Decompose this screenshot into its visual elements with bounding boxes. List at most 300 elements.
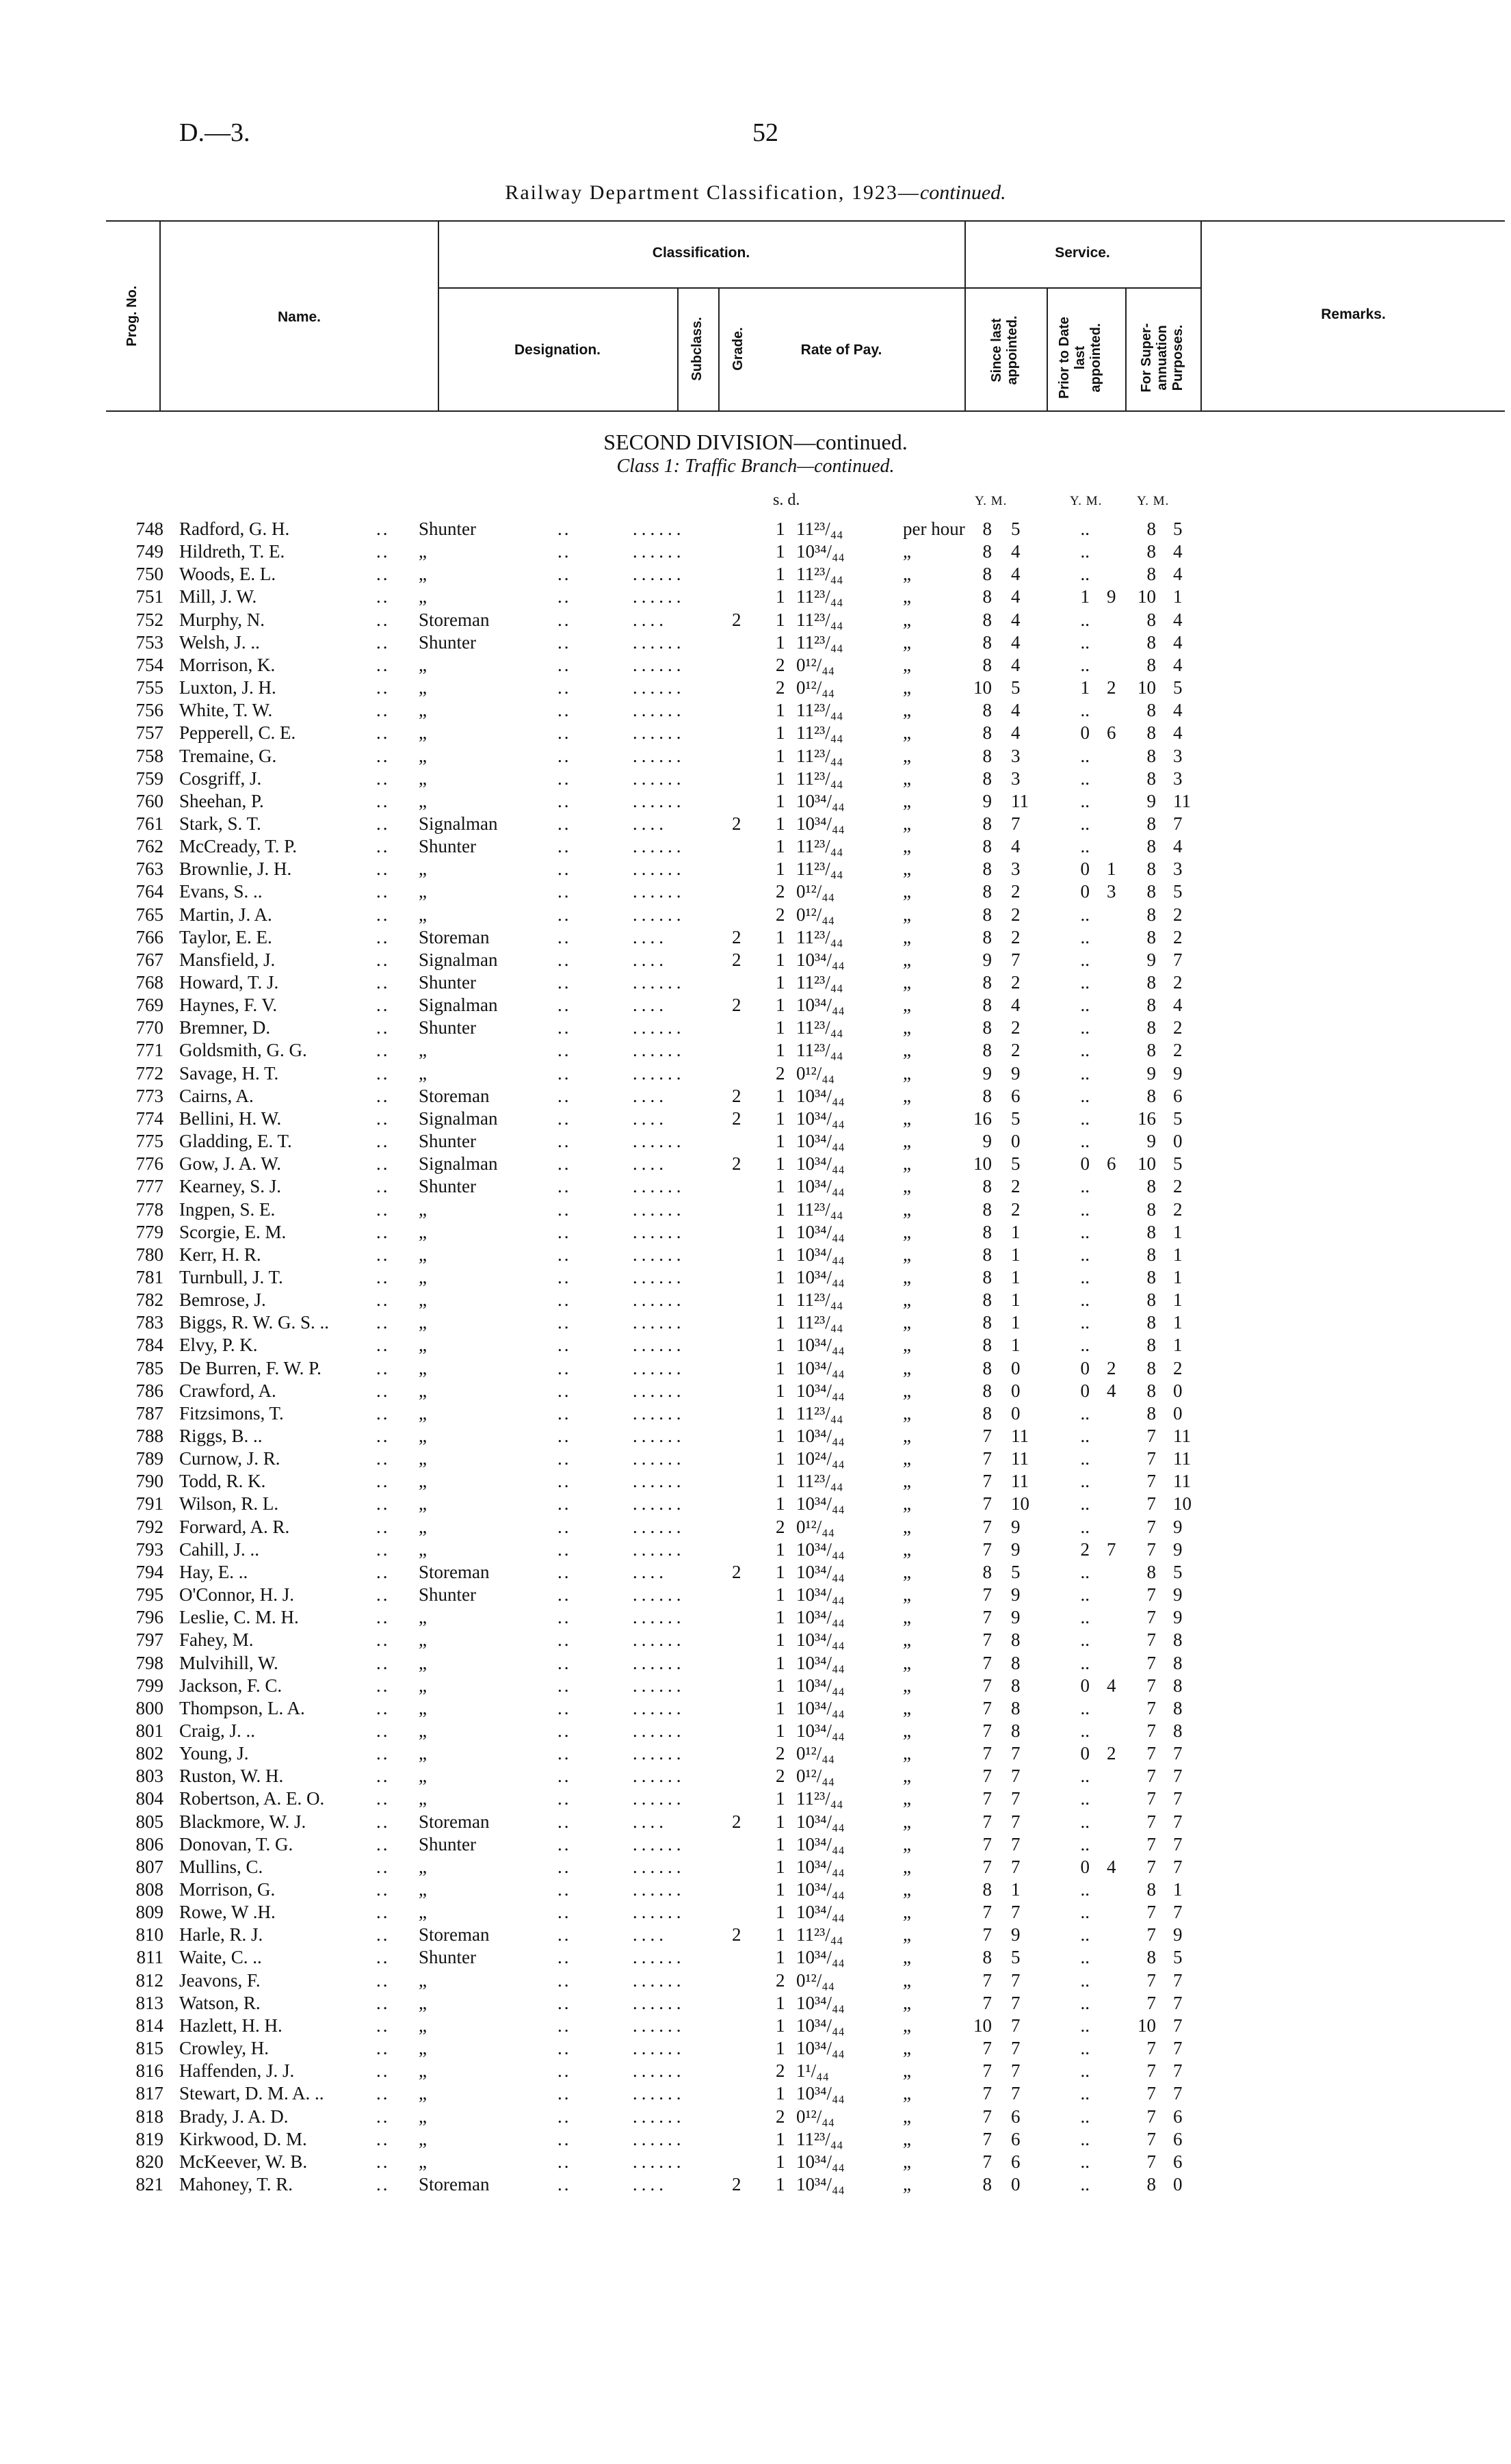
rate-pence: 0¹²/₄₄ bbox=[796, 1062, 835, 1084]
super-years: 8 bbox=[1146, 564, 1156, 585]
leader-dots: ...... bbox=[633, 768, 685, 789]
rate-unit: „ bbox=[903, 836, 911, 857]
subclass: 2 bbox=[732, 609, 741, 630]
leader-dots: .. bbox=[376, 631, 390, 653]
designation: „ bbox=[419, 1969, 427, 1991]
since-months: 11 bbox=[1011, 1426, 1029, 1446]
leader-dots: .. bbox=[557, 1289, 571, 1311]
designation: „ bbox=[419, 1675, 427, 1696]
leader-dots: .... bbox=[633, 995, 668, 1016]
employee-name: Morrison, G. bbox=[179, 1879, 276, 1900]
prog-no: 803 bbox=[135, 1766, 163, 1787]
super-months: 7 bbox=[1173, 2038, 1183, 2059]
rate-shillings: 1 bbox=[776, 995, 785, 1016]
employee-name: Cairns, A. bbox=[179, 1085, 254, 1106]
leader-dots: .. bbox=[376, 677, 390, 698]
designation: „ bbox=[419, 1380, 427, 1401]
prog-no: 755 bbox=[135, 677, 163, 698]
leader-dots: .... bbox=[633, 1108, 668, 1129]
prior-years: .. bbox=[1080, 836, 1090, 857]
prior-years: 0 bbox=[1080, 881, 1090, 902]
leader-dots: .. bbox=[376, 836, 390, 857]
rate-shillings: 1 bbox=[776, 1448, 785, 1469]
leader-dots: .. bbox=[557, 1312, 571, 1333]
since-years: 7 bbox=[982, 1766, 992, 1787]
table-row bbox=[0, 1993, 1511, 2015]
employee-name: Mill, J. W. bbox=[179, 586, 257, 607]
leader-dots: ...... bbox=[633, 881, 685, 902]
leader-dots: .. bbox=[557, 1402, 571, 1424]
since-months: 0 bbox=[1011, 1380, 1021, 1401]
designation: „ bbox=[419, 1335, 427, 1356]
rate-pence: 10³⁴/₄₄ bbox=[796, 1584, 845, 1605]
super-months: 7 bbox=[1173, 2015, 1183, 2036]
super-months: 5 bbox=[1173, 519, 1183, 539]
since-years: 10 bbox=[973, 1153, 992, 1175]
super-years: 7 bbox=[1146, 2083, 1156, 2104]
prior-years: .. bbox=[1080, 745, 1090, 766]
rate-pence: 10³⁴/₄₄ bbox=[796, 541, 845, 562]
since-years: 7 bbox=[982, 2151, 992, 2172]
since-months: 3 bbox=[1011, 745, 1021, 766]
prior-years: .. bbox=[1080, 1493, 1090, 1515]
super-years: 8 bbox=[1146, 1176, 1156, 1197]
prior-years: .. bbox=[1080, 1402, 1090, 1424]
rate-pence: 11²³/₄₄ bbox=[796, 1924, 843, 1945]
super-years: 8 bbox=[1146, 859, 1156, 880]
since-years: 8 bbox=[982, 995, 992, 1016]
table-row bbox=[0, 1017, 1511, 1040]
designation: „ bbox=[419, 1357, 427, 1378]
leader-dots: ...... bbox=[633, 1357, 685, 1378]
rate-pence: 10³⁴/₄₄ bbox=[796, 1992, 845, 2013]
since-years: 8 bbox=[982, 1176, 992, 1197]
rate-shillings: 1 bbox=[776, 722, 785, 744]
leader-dots: .. bbox=[376, 1426, 390, 1446]
super-months: 9 bbox=[1173, 1516, 1183, 1537]
super-months: 8 bbox=[1173, 1697, 1183, 1718]
employee-name: Woods, E. L. bbox=[179, 564, 276, 585]
table-row bbox=[0, 632, 1511, 655]
unit-years-months: Y. M. bbox=[975, 494, 1008, 508]
super-years: 7 bbox=[1146, 1788, 1156, 1809]
table-row bbox=[0, 1040, 1511, 1062]
rate-unit: „ bbox=[903, 1788, 911, 1809]
prog-no: 817 bbox=[135, 2083, 163, 2104]
since-months: 7 bbox=[1011, 1766, 1021, 1787]
leader-dots: .. bbox=[376, 1992, 390, 2013]
since-months: 11 bbox=[1011, 1448, 1029, 1469]
employee-name: Murphy, N. bbox=[179, 609, 265, 630]
header-prog-no: Prog. No. bbox=[124, 285, 140, 347]
prior-years: .. bbox=[1080, 1788, 1090, 1809]
rate-shillings: 1 bbox=[776, 700, 785, 721]
super-years: 8 bbox=[1146, 904, 1156, 925]
super-months: 9 bbox=[1173, 1538, 1183, 1560]
leader-dots: ...... bbox=[633, 1017, 685, 1038]
since-years: 8 bbox=[982, 881, 992, 902]
designation: „ bbox=[419, 654, 427, 675]
leader-dots: .. bbox=[376, 2173, 390, 2194]
prog-no: 815 bbox=[135, 2038, 163, 2059]
employee-name: Mulvihill, W. bbox=[179, 1652, 278, 1673]
rate-pence: 0¹²/₄₄ bbox=[796, 677, 835, 698]
since-years: 7 bbox=[982, 1493, 992, 1515]
leader-dots: .... bbox=[633, 1924, 668, 1945]
rate-shillings: 1 bbox=[776, 1221, 785, 1242]
designation: Storeman bbox=[419, 1924, 490, 1945]
header-mid-rule bbox=[438, 287, 1200, 289]
leader-dots: ...... bbox=[633, 904, 685, 925]
rate-unit: „ bbox=[903, 1924, 911, 1945]
rate-pence: 11²³/₄₄ bbox=[796, 926, 843, 947]
table-row bbox=[0, 1358, 1511, 1380]
leader-dots: ...... bbox=[633, 722, 685, 744]
prog-no: 752 bbox=[135, 609, 163, 630]
since-months: 7 bbox=[1011, 1811, 1021, 1832]
super-months: 6 bbox=[1173, 2151, 1183, 2172]
rate-unit: „ bbox=[903, 2038, 911, 2059]
designation: Shunter bbox=[419, 1947, 476, 1968]
rate-pence: 10³⁴/₄₄ bbox=[796, 1426, 845, 1446]
leader-dots: ...... bbox=[633, 631, 685, 653]
since-months: 4 bbox=[1011, 995, 1021, 1016]
leader-dots: .. bbox=[557, 859, 571, 880]
rate-unit: „ bbox=[903, 1652, 911, 1673]
prog-no: 759 bbox=[135, 768, 163, 789]
employee-name: White, T. W. bbox=[179, 700, 273, 721]
table-row bbox=[0, 1834, 1511, 1857]
header-name: Name. bbox=[277, 309, 321, 325]
rate-shillings: 1 bbox=[776, 1561, 785, 1582]
rate-unit: „ bbox=[903, 995, 911, 1016]
leader-dots: .. bbox=[376, 1720, 390, 1741]
leader-dots: .... bbox=[633, 1561, 668, 1582]
rate-pence: 11²³/₄₄ bbox=[796, 700, 843, 721]
super-years: 8 bbox=[1146, 1561, 1156, 1582]
leader-dots: .. bbox=[376, 1471, 390, 1492]
rate-pence: 10³⁴/₄₄ bbox=[796, 1561, 845, 1582]
table-row bbox=[0, 1653, 1511, 1675]
employee-name: Kerr, H. R. bbox=[179, 1244, 261, 1265]
leader-dots: .. bbox=[557, 1697, 571, 1718]
since-years: 8 bbox=[982, 1312, 992, 1333]
employee-name: Welsh, J. .. bbox=[179, 631, 260, 653]
prog-no: 791 bbox=[135, 1493, 163, 1515]
leader-dots: .. bbox=[376, 1629, 390, 1651]
rate-pence: 11²³/₄₄ bbox=[796, 1402, 843, 1424]
class-title: Class 1: Traffic Branch—continued. bbox=[616, 456, 895, 477]
leader-dots: .. bbox=[376, 768, 390, 789]
rate-pence: 11²³/₄₄ bbox=[796, 564, 843, 585]
prog-no: 765 bbox=[135, 904, 163, 925]
rate-shillings: 1 bbox=[776, 1085, 785, 1106]
rate-pence: 11²³/₄₄ bbox=[796, 745, 843, 766]
leader-dots: ...... bbox=[633, 1743, 685, 1764]
prog-no: 812 bbox=[135, 1969, 163, 1991]
rate-unit: „ bbox=[903, 1879, 911, 1900]
leader-dots: .. bbox=[376, 972, 390, 993]
since-months: 4 bbox=[1011, 586, 1021, 607]
prog-no: 749 bbox=[135, 541, 163, 562]
prog-no: 813 bbox=[135, 1992, 163, 2013]
leader-dots: .. bbox=[376, 1198, 390, 1220]
rate-shillings: 1 bbox=[776, 1357, 785, 1378]
prior-years: .. bbox=[1080, 1448, 1090, 1469]
since-years: 8 bbox=[982, 2173, 992, 2194]
employee-name: Cahill, J. .. bbox=[179, 1538, 260, 1560]
employee-name: Harle, R. J. bbox=[179, 1924, 263, 1945]
designation: „ bbox=[419, 1289, 427, 1311]
leader-dots: .. bbox=[376, 2038, 390, 2059]
rate-unit: „ bbox=[903, 859, 911, 880]
rate-pence: 10³⁴/₄₄ bbox=[796, 1902, 845, 1923]
leader-dots: .... bbox=[633, 1153, 668, 1175]
employee-name: Fitzsimons, T. bbox=[179, 1402, 284, 1424]
leader-dots: ...... bbox=[633, 1131, 685, 1152]
prog-no: 799 bbox=[135, 1675, 163, 1696]
subclass: 2 bbox=[732, 1085, 741, 1106]
leader-dots: ...... bbox=[633, 1312, 685, 1333]
leader-dots: .. bbox=[557, 1040, 571, 1061]
super-years: 8 bbox=[1146, 1040, 1156, 1061]
prior-years: .. bbox=[1080, 1062, 1090, 1084]
super-years: 9 bbox=[1146, 1062, 1156, 1084]
employee-name: Crowley, H. bbox=[179, 2038, 269, 2059]
prog-no: 795 bbox=[135, 1584, 163, 1605]
super-months: 4 bbox=[1173, 609, 1183, 630]
rate-unit: „ bbox=[903, 972, 911, 993]
leader-dots: .. bbox=[376, 2083, 390, 2104]
leader-dots: .. bbox=[557, 564, 571, 585]
rate-shillings: 1 bbox=[776, 813, 785, 834]
rate-pence: 11²³/₄₄ bbox=[796, 1788, 843, 1809]
super-months: 7 bbox=[1173, 1766, 1183, 1787]
leader-dots: ...... bbox=[633, 1652, 685, 1673]
designation: Shunter bbox=[419, 972, 476, 993]
rate-shillings: 1 bbox=[776, 2128, 785, 2149]
rate-pence: 10³⁴/₄₄ bbox=[796, 1879, 845, 1900]
table-row bbox=[0, 2083, 1511, 2106]
rate-unit: „ bbox=[903, 1947, 911, 1968]
rate-shillings: 1 bbox=[776, 1879, 785, 1900]
since-years: 8 bbox=[982, 1380, 992, 1401]
designation: Storeman bbox=[419, 1561, 490, 1582]
prog-no: 779 bbox=[135, 1221, 163, 1242]
employee-name: Haffenden, J. J. bbox=[179, 2060, 295, 2082]
leader-dots: ...... bbox=[633, 1720, 685, 1741]
employee-name: Young, J. bbox=[179, 1743, 249, 1764]
table-row bbox=[0, 677, 1511, 700]
leader-dots: .. bbox=[376, 1516, 390, 1537]
leader-dots: .. bbox=[557, 1856, 571, 1877]
rate-pence: 11²³/₄₄ bbox=[796, 631, 843, 653]
super-months: 8 bbox=[1173, 1675, 1183, 1696]
rate-unit: „ bbox=[903, 1244, 911, 1265]
rate-shillings: 1 bbox=[776, 1153, 785, 1175]
rate-shillings: 1 bbox=[776, 1629, 785, 1651]
leader-dots: .. bbox=[376, 1448, 390, 1469]
leader-dots: .. bbox=[557, 1584, 571, 1605]
super-years: 8 bbox=[1146, 813, 1156, 834]
leader-dots: .. bbox=[557, 1561, 571, 1582]
prog-no: 810 bbox=[135, 1924, 163, 1945]
leader-dots: .. bbox=[376, 1969, 390, 1991]
since-years: 7 bbox=[982, 1720, 992, 1741]
employee-name: Todd, R. K. bbox=[179, 1471, 266, 1492]
prior-months: 4 bbox=[1107, 1380, 1116, 1401]
rate-shillings: 1 bbox=[776, 949, 785, 970]
prior-years: .. bbox=[1080, 2038, 1090, 2059]
super-months: 4 bbox=[1173, 836, 1183, 857]
employee-name: Bremner, D. bbox=[179, 1017, 271, 1038]
since-years: 10 bbox=[973, 677, 992, 698]
rate-unit: „ bbox=[903, 949, 911, 970]
leader-dots: ...... bbox=[633, 1788, 685, 1809]
rate-shillings: 2 bbox=[776, 904, 785, 925]
super-years: 7 bbox=[1146, 1969, 1156, 1991]
designation: „ bbox=[419, 1607, 427, 1628]
prior-years: .. bbox=[1080, 926, 1090, 947]
designation: „ bbox=[419, 1312, 427, 1333]
rate-pence: 0¹²/₄₄ bbox=[796, 2106, 835, 2127]
designation: „ bbox=[419, 1244, 427, 1265]
super-years: 8 bbox=[1146, 1357, 1156, 1378]
employee-name: De Burren, F. W. P. bbox=[179, 1357, 321, 1378]
since-years: 7 bbox=[982, 1924, 992, 1945]
table-row bbox=[0, 1426, 1511, 1448]
since-months: 4 bbox=[1011, 654, 1021, 675]
rate-unit: „ bbox=[903, 1743, 911, 1764]
employee-name: Sheehan, P. bbox=[179, 790, 264, 811]
rate-shillings: 1 bbox=[776, 1607, 785, 1628]
super-months: 7 bbox=[1173, 1902, 1183, 1923]
super-years: 7 bbox=[1146, 2106, 1156, 2127]
since-months: 7 bbox=[1011, 2038, 1021, 2059]
leader-dots: .. bbox=[557, 2060, 571, 2082]
since-months: 0 bbox=[1011, 1131, 1021, 1152]
prior-years: .. bbox=[1080, 1720, 1090, 1741]
rate-unit: „ bbox=[903, 768, 911, 789]
since-months: 5 bbox=[1011, 519, 1021, 539]
leader-dots: .. bbox=[557, 1131, 571, 1152]
super-months: 7 bbox=[1173, 1833, 1183, 1854]
rate-unit: „ bbox=[903, 1471, 911, 1492]
leader-dots: .. bbox=[557, 700, 571, 721]
employee-name: Biggs, R. W. G. S. .. bbox=[179, 1312, 330, 1333]
rate-shillings: 2 bbox=[776, 1062, 785, 1084]
prior-years: .. bbox=[1080, 2151, 1090, 2172]
rate-shillings: 2 bbox=[776, 2060, 785, 2082]
leader-dots: .. bbox=[557, 1448, 571, 1469]
designation: „ bbox=[419, 1471, 427, 1492]
leader-dots: ...... bbox=[633, 1992, 685, 2013]
leader-dots: .. bbox=[557, 2015, 571, 2036]
rate-shillings: 1 bbox=[776, 1652, 785, 1673]
employee-name: Pepperell, C. E. bbox=[179, 722, 296, 744]
leader-dots: ...... bbox=[633, 586, 685, 607]
prior-years: .. bbox=[1080, 2173, 1090, 2194]
leader-dots: .. bbox=[557, 904, 571, 925]
since-years: 8 bbox=[982, 1357, 992, 1378]
rate-unit: „ bbox=[903, 1266, 911, 1287]
super-months: 5 bbox=[1173, 1153, 1183, 1175]
table-row bbox=[0, 1607, 1511, 1629]
leader-dots: .. bbox=[557, 949, 571, 970]
rate-shillings: 1 bbox=[776, 1176, 785, 1197]
super-months: 1 bbox=[1173, 1289, 1183, 1311]
designation: „ bbox=[419, 904, 427, 925]
unit-shillings-pence: s. d. bbox=[773, 491, 800, 509]
rate-unit: „ bbox=[903, 1357, 911, 1378]
employee-name: Ruston, W. H. bbox=[179, 1766, 284, 1787]
prior-years: 0 bbox=[1080, 1675, 1090, 1696]
since-years: 7 bbox=[982, 1584, 992, 1605]
prog-no: 768 bbox=[135, 972, 163, 993]
rate-unit: „ bbox=[903, 1017, 911, 1038]
prior-years: .. bbox=[1080, 1085, 1090, 1106]
since-years: 8 bbox=[982, 1402, 992, 1424]
designation: „ bbox=[419, 1198, 427, 1220]
leader-dots: .. bbox=[557, 2083, 571, 2104]
employee-name: Martin, J. A. bbox=[179, 904, 272, 925]
rate-unit: „ bbox=[903, 813, 911, 834]
prog-no: 808 bbox=[135, 1879, 163, 1900]
super-months: 2 bbox=[1173, 1040, 1183, 1061]
since-months: 8 bbox=[1011, 1675, 1021, 1696]
prog-no: 809 bbox=[135, 1902, 163, 1923]
rate-unit: „ bbox=[903, 1062, 911, 1084]
leader-dots: .. bbox=[376, 1108, 390, 1129]
since-years: 8 bbox=[982, 1221, 992, 1242]
prog-no: 761 bbox=[135, 813, 163, 834]
since-years: 8 bbox=[982, 654, 992, 675]
designation: „ bbox=[419, 722, 427, 744]
designation: Storeman bbox=[419, 609, 490, 630]
super-months: 0 bbox=[1173, 1131, 1183, 1152]
rate-pence: 10³⁴/₄₄ bbox=[796, 1811, 845, 1832]
since-years: 8 bbox=[982, 859, 992, 880]
since-years: 8 bbox=[982, 904, 992, 925]
since-years: 7 bbox=[982, 1902, 992, 1923]
prog-no: 814 bbox=[135, 2015, 163, 2036]
table-row bbox=[0, 564, 1511, 586]
leader-dots: ...... bbox=[633, 1426, 685, 1446]
rate-pence: 11²³/₄₄ bbox=[796, 586, 843, 607]
prior-months: 7 bbox=[1107, 1538, 1116, 1560]
leader-dots: .. bbox=[376, 1743, 390, 1764]
leader-dots: .. bbox=[557, 1607, 571, 1628]
super-years: 7 bbox=[1146, 1493, 1156, 1515]
super-years: 8 bbox=[1146, 768, 1156, 789]
super-years: 10 bbox=[1138, 677, 1156, 698]
leader-dots: .. bbox=[557, 1947, 571, 1968]
rate-pence: 10³⁴/₄₄ bbox=[796, 790, 845, 811]
employee-name: Howard, T. J. bbox=[179, 972, 279, 993]
designation: „ bbox=[419, 1266, 427, 1287]
prog-no: 756 bbox=[135, 700, 163, 721]
header-service: Service. bbox=[1055, 245, 1110, 261]
leader-dots: ...... bbox=[633, 1471, 685, 1492]
table-row bbox=[0, 1448, 1511, 1471]
table-row bbox=[0, 700, 1511, 722]
leader-dots: .. bbox=[557, 1017, 571, 1038]
prior-months: 3 bbox=[1107, 881, 1116, 902]
rate-shillings: 1 bbox=[776, 541, 785, 562]
rate-unit: „ bbox=[903, 1085, 911, 1106]
since-months: 5 bbox=[1011, 1561, 1021, 1582]
super-years: 7 bbox=[1146, 1743, 1156, 1764]
